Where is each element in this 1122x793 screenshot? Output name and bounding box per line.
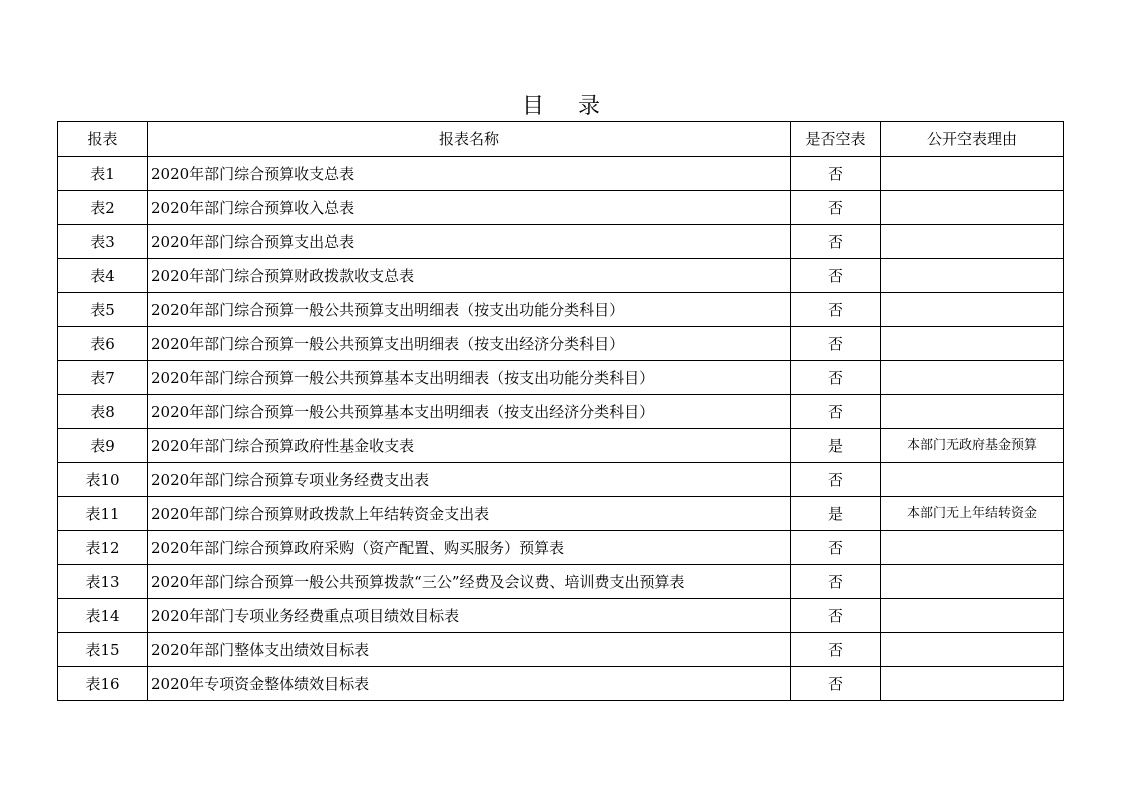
table-row (58, 327, 1064, 361)
table-row (58, 429, 1064, 463)
row-empty-reason (881, 259, 1064, 293)
row-report-no: 表12 (58, 531, 148, 565)
row-report-name: 2020年部门综合预算财政拨款收支总表 (148, 259, 791, 293)
row-empty-reason (881, 395, 1064, 429)
table-row (58, 157, 1064, 191)
table-row (58, 191, 1064, 225)
title-char-2: 录 (578, 94, 601, 119)
table-row (58, 463, 1064, 497)
row-report-no: 表7 (58, 361, 148, 395)
table-row (58, 599, 1064, 633)
row-empty-reason (881, 565, 1064, 599)
row-empty-reason: 本部门无政府基金预算 (881, 429, 1064, 463)
row-is-empty: 否 (791, 531, 881, 565)
row-report-name: 2020年部门综合预算一般公共预算基本支出明细表（按支出功能分类科目） (148, 361, 791, 395)
header-row (58, 122, 1064, 157)
row-is-empty: 否 (791, 463, 881, 497)
row-is-empty: 否 (791, 361, 881, 395)
row-report-no: 表6 (58, 327, 148, 361)
row-empty-reason (881, 361, 1064, 395)
row-report-no: 表3 (58, 225, 148, 259)
row-report-name: 2020年部门综合预算政府采购（资产配置、购买服务）预算表 (148, 531, 791, 565)
row-is-empty: 否 (791, 225, 881, 259)
row-report-name: 2020年部门综合预算收支总表 (148, 157, 791, 191)
table-row (58, 565, 1064, 599)
row-report-name: 2020年部门专项业务经费重点项目绩效目标表 (148, 599, 791, 633)
row-report-name: 2020年专项资金整体绩效目标表 (148, 667, 791, 701)
row-report-no: 表2 (58, 191, 148, 225)
row-report-no: 表15 (58, 633, 148, 667)
row-is-empty: 否 (791, 259, 881, 293)
row-report-no: 表16 (58, 667, 148, 701)
table-row (58, 667, 1064, 701)
row-empty-reason (881, 463, 1064, 497)
row-is-empty: 否 (791, 599, 881, 633)
row-report-no: 表10 (58, 463, 148, 497)
row-is-empty: 否 (791, 327, 881, 361)
row-is-empty: 否 (791, 293, 881, 327)
row-report-no: 表8 (58, 395, 148, 429)
header-report-no: 报表 (58, 122, 148, 157)
row-is-empty: 否 (791, 157, 881, 191)
table-row (58, 497, 1064, 531)
row-empty-reason: 本部门无上年结转资金 (881, 497, 1064, 531)
title-char-1: 目 (521, 94, 544, 119)
header-empty-reason: 公开空表理由 (881, 122, 1064, 157)
row-empty-reason (881, 293, 1064, 327)
row-is-empty: 否 (791, 395, 881, 429)
row-empty-reason (881, 599, 1064, 633)
row-report-no: 表1 (58, 157, 148, 191)
row-empty-reason (881, 667, 1064, 701)
row-is-empty: 是 (791, 497, 881, 531)
header-report-name: 报表名称 (148, 122, 791, 157)
row-report-no: 表14 (58, 599, 148, 633)
row-report-no: 表4 (58, 259, 148, 293)
table-row (58, 633, 1064, 667)
table-row (58, 225, 1064, 259)
header-is-empty: 是否空表 (791, 122, 881, 157)
row-empty-reason (881, 327, 1064, 361)
contents-table (57, 121, 1064, 701)
row-empty-reason (881, 191, 1064, 225)
row-empty-reason (881, 633, 1064, 667)
row-report-name: 2020年部门综合预算一般公共预算拨款“三公”经费及会议费、培训费支出预算表 (148, 565, 791, 599)
page-title (0, 92, 1122, 122)
row-report-name: 2020年部门综合预算一般公共预算支出明细表（按支出经济分类科目） (148, 327, 791, 361)
table-row (58, 293, 1064, 327)
row-report-name: 2020年部门综合预算一般公共预算基本支出明细表（按支出经济分类科目） (148, 395, 791, 429)
row-empty-reason (881, 531, 1064, 565)
row-report-name: 2020年部门综合预算专项业务经费支出表 (148, 463, 791, 497)
row-is-empty: 否 (791, 667, 881, 701)
row-report-name: 2020年部门综合预算财政拨款上年结转资金支出表 (148, 497, 791, 531)
row-report-no: 表11 (58, 497, 148, 531)
row-report-no: 表5 (58, 293, 148, 327)
row-is-empty: 否 (791, 633, 881, 667)
table-row (58, 395, 1064, 429)
row-is-empty: 否 (791, 565, 881, 599)
table-body (58, 157, 1064, 701)
row-report-name: 2020年部门综合预算收入总表 (148, 191, 791, 225)
row-report-no: 表13 (58, 565, 148, 599)
table-row (58, 531, 1064, 565)
row-report-name: 2020年部门综合预算一般公共预算支出明细表（按支出功能分类科目） (148, 293, 791, 327)
table-row (58, 259, 1064, 293)
row-report-name: 2020年部门整体支出绩效目标表 (148, 633, 791, 667)
row-is-empty: 否 (791, 191, 881, 225)
row-report-name: 2020年部门综合预算支出总表 (148, 225, 791, 259)
table-row (58, 361, 1064, 395)
row-report-name: 2020年部门综合预算政府性基金收支表 (148, 429, 791, 463)
row-empty-reason (881, 225, 1064, 259)
row-empty-reason (881, 157, 1064, 191)
row-is-empty: 是 (791, 429, 881, 463)
row-report-no: 表9 (58, 429, 148, 463)
